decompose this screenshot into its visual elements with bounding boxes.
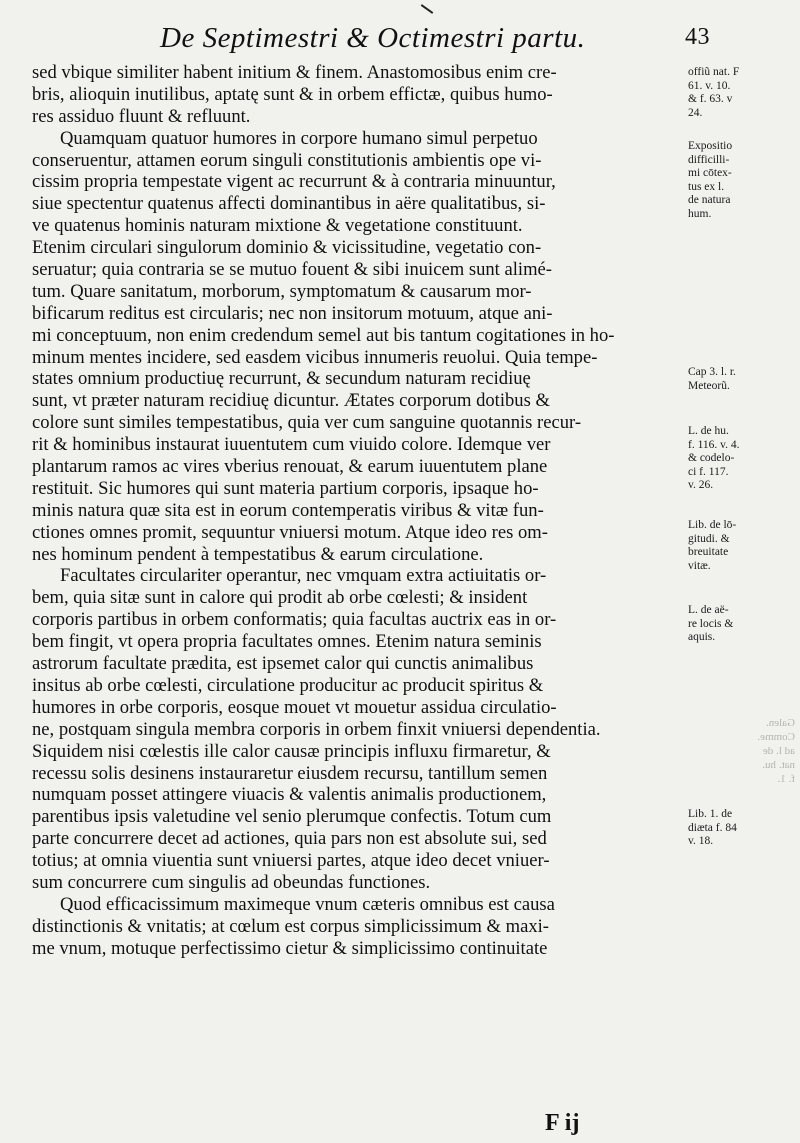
marginal-note-line: Lib. de lō-: [688, 519, 737, 531]
text-line: colore sunt similes tempestatibus, quia ver cum sanguine quotannis recur-: [32, 412, 582, 434]
text-line: sed vbique similiter habent initium & finem. Anastomosibus enim cre-: [32, 62, 557, 83]
text-line: sum concurrere cum singulis ad obeundas functiones.: [32, 871, 431, 893]
text-line: tum. Quare sanitatum, morborum, symptomatum & causarum mor-: [32, 280, 532, 302]
marginal-note: [688, 366, 796, 393]
text-line: numquam posset attingere viuacis & valentis animalis productionem,: [32, 784, 547, 806]
marginal-note-line: v. 26.: [688, 479, 714, 491]
marginal-note-line: ci f. 117.: [688, 465, 729, 478]
text-line: bem, quia sitæ sunt in calore qui prodit ab orbe cœlesti; & insident: [32, 587, 528, 609]
marginal-note: [688, 140, 796, 221]
text-line: Facultates circulariter operantur, nec vmquam extra actiuitatis or-: [60, 565, 547, 587]
page-number: 43: [685, 24, 710, 50]
marginal-note-line: 61. v. 10.: [688, 79, 731, 92]
marginal-note: [688, 604, 796, 645]
text-line: ctiones omnes promit, sequuntur vniuersi motum. Atque ideo res om-: [32, 521, 548, 543]
text-line: ve quatenus hominis naturam mixtione & vegetatione constituunt.: [32, 215, 523, 237]
text-line: conseruentur, attamen eorum singuli constitutionis ambientis ope vi-: [32, 149, 542, 171]
running-head: [150, 22, 710, 60]
marginal-note-line: difficilli-: [688, 153, 730, 166]
body-text: [32, 62, 682, 960]
text-line: astrorum facultate prædita, est ipsemet calor qui cunctis animalibus: [32, 653, 534, 675]
text-line: minum mentes incidere, sed easdem vicibus innumeris reuolui. Quia tempe-: [32, 346, 598, 368]
text-line: corporis partibus in orbem conformatis; quia facultas auctrix eas in or-: [32, 609, 557, 631]
marginal-note-line: hum.: [688, 207, 712, 220]
marginal-note: [688, 425, 796, 493]
text-line: recessu solis desinens instauraretur eiusdem recursu, tantillum semen: [32, 762, 548, 784]
marginal-note-line: offiũ nat. F: [688, 66, 740, 78]
text-line: Quamquam quatuor humores in corpore humano simul perpetuo: [60, 127, 538, 149]
page-corner-mark: [421, 4, 434, 14]
text-line: bem fingit, vt opera propria facultates omnes. Etenim natura seminis: [32, 631, 542, 653]
signature-mark: F ij: [545, 1110, 580, 1136]
text-line: minis natura quæ sita est in eorum contemperatis viribus & vitæ fun-: [32, 499, 544, 521]
marginal-note-line: breuitate: [688, 546, 729, 558]
marginal-note-line: tus ex l.: [688, 180, 725, 193]
text-line: restituit. Sic humores qui sunt materia partium corporis, ipsaque ho-: [32, 477, 539, 499]
text-line: Quod efficacissimum maximeque vnum cæteris omnibus est causa: [60, 893, 555, 915]
text-line: rit & hominibus instaurat iuuentutem cum viuido colore. Idemque ver: [32, 434, 551, 456]
text-line: siue spectentur quatenus affecti dominantibus in aëre qualitatibus, si-: [32, 193, 546, 215]
marginal-note-line: gitudi. &: [688, 532, 730, 545]
text-line: distinctionis & vnitatis; at cœlum est corpus simplicissimum & maxi-: [32, 915, 549, 937]
marginal-note-line: de natura: [688, 194, 731, 206]
running-title: De Septimestri & Octimestri partu.: [160, 22, 586, 54]
marginal-note-line: Meteorũ.: [688, 379, 730, 392]
text-line: plantarum ramos ac vires vberius renouat, & earum iuuentutem plane: [32, 456, 548, 478]
text-line: parte concurrere decet ad actiones, quia pars non est absolute sui, sed: [32, 828, 547, 850]
text-line: sunt, vt præter naturam recidiuę dicuntur. Ætates corporum dotibus &: [32, 390, 550, 412]
text-line: parentibus ipsis valetudine vel senio plerumque confectis. Totum cum: [32, 806, 552, 828]
text-line: totius; at omnia viuentia sunt vniuersi partes, atque ideo decet vniuer-: [32, 850, 550, 872]
marginal-note-line: f. 116. v. 4.: [688, 438, 740, 451]
bleed-through-line: Galen.: [765, 717, 795, 729]
marginal-note-line: Cap 3. l. r.: [688, 366, 736, 378]
text-line: me vnum, motuque perfectissimo cietur & simplicissimo continuitate: [32, 937, 548, 959]
marginal-note: [688, 808, 796, 849]
marginal-note: [688, 519, 796, 573]
text-line: mi conceptuum, non enim credendum semel aut bis tantum cogitationes in ho-: [32, 324, 615, 346]
text-line: Etenim circulari singulorum dominio & vicissitudine, vegetatio con-: [32, 237, 542, 259]
text-line: bificarum reditus est circularis; nec non insitorum motuum, atque ani-: [32, 302, 553, 324]
text-line: humores in orbe corporis, eosque mouet vt mouetur assidua circulatio-: [32, 696, 557, 718]
marginal-note-line: L. de hu.: [688, 425, 729, 437]
text-line: res assiduo fluunt & refluunt.: [32, 105, 251, 127]
marginal-note-line: 24.: [688, 106, 703, 119]
text-line: bris, alioquin inutilibus, aptatę sunt & in orbem effictæ, quibus humo-: [32, 83, 553, 105]
text-line: seruatur; quia contraria se se mutuo fouent & sibi inuicem sunt alimé-: [32, 259, 552, 281]
marginal-note-line: mi cōtex-: [688, 167, 732, 179]
marginal-note-line: diæta f. 84: [688, 821, 737, 834]
marginal-note-line: & f. 63. v: [688, 93, 733, 105]
marginal-note-line: aquis.: [688, 631, 716, 643]
text-line: ne, postquam singula membra corporis in orbem finxit vniuersi dependentia.: [32, 718, 601, 740]
bleed-through-text: [700, 716, 795, 786]
marginal-note-line: Lib. 1. de: [688, 808, 733, 820]
bleed-through-line: ad l. de: [762, 745, 795, 757]
marginal-note-line: re locis &: [688, 617, 734, 630]
bleed-through-line: nat. hu.: [762, 759, 795, 771]
marginal-note-line: & codelo-: [688, 452, 735, 464]
marginal-note-line: L. de aë-: [688, 604, 729, 616]
marginal-note-line: v. 18.: [688, 835, 714, 847]
marginal-note: [688, 66, 796, 120]
text-line: nes hominum pendent à tempestatibus & earum circulatione.: [32, 543, 484, 565]
text-line: insitus ab orbe cœlesti, circulatione producitur ac producit spiritus &: [32, 674, 544, 696]
text-line: states omnium productiuę recurrunt, & secundum naturam recidiuę: [32, 368, 531, 390]
bleed-through-line: f. 1.: [777, 773, 795, 785]
marginal-note-line: vitæ.: [688, 559, 711, 572]
marginal-note-line: Expositio: [688, 140, 733, 152]
text-line: cissim propria tempestate vigent ac recurrunt & à contraria minuuntur,: [32, 171, 556, 193]
text-line: Siquidem nisi cœlestis ille calor causæ principis influxu firmaretur, &: [32, 740, 551, 762]
bleed-through-line: Comme.: [757, 731, 795, 743]
